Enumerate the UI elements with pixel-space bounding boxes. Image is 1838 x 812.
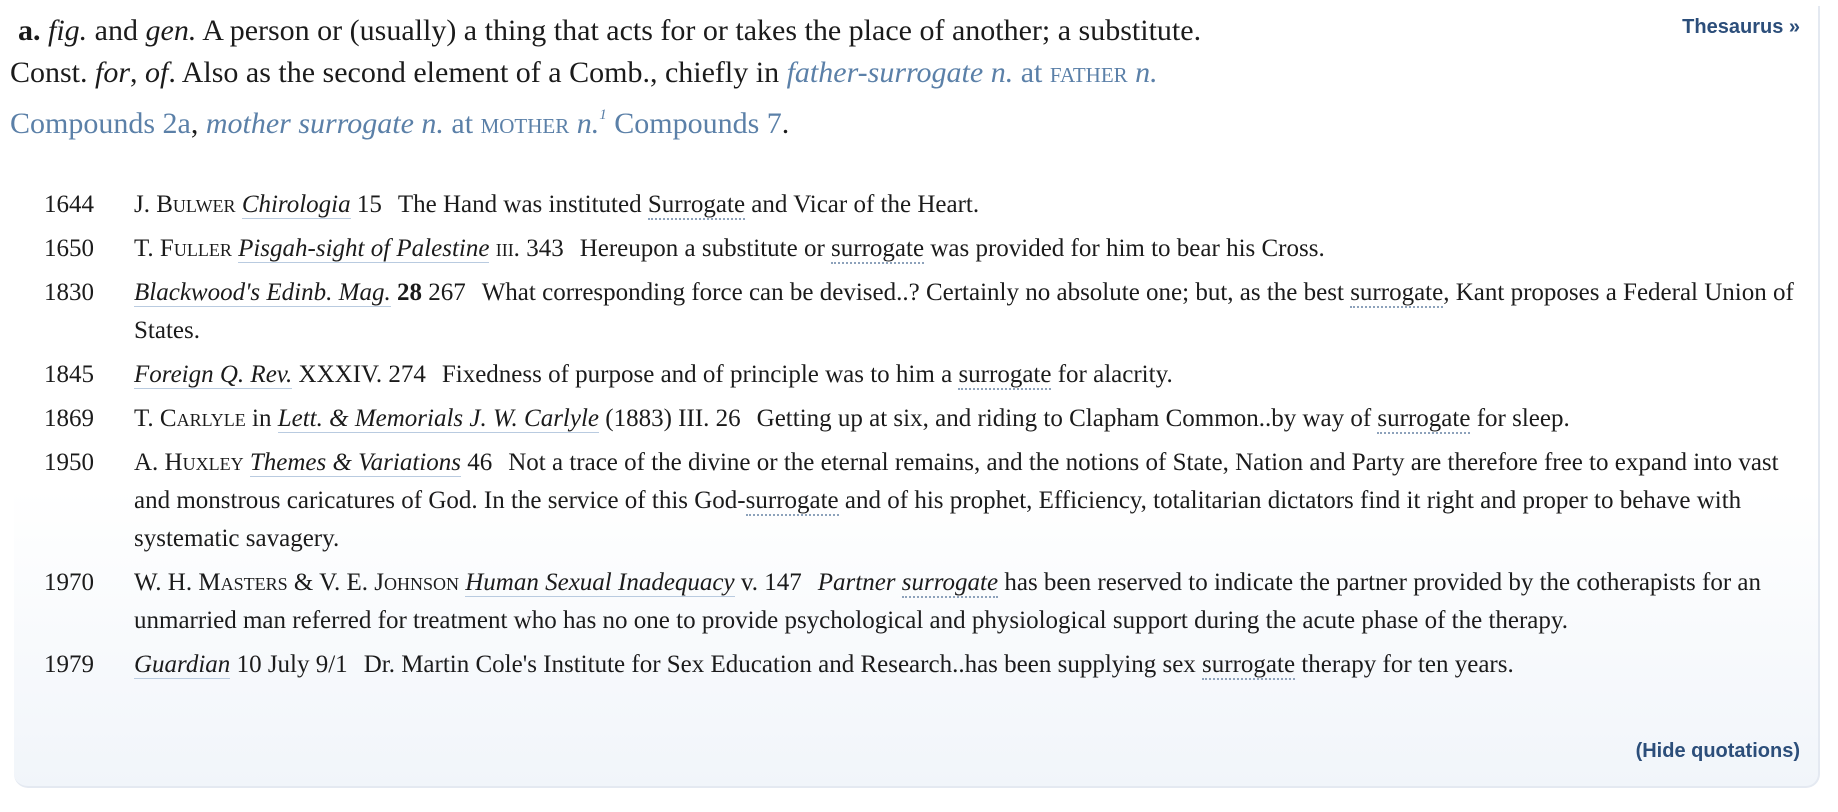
quote-text: was provided for him to bear his Cross. (930, 235, 1325, 262)
source-title[interactable]: Blackwood's Edinb. Mag. (134, 279, 391, 306)
quotation-1970 (0, 564, 1820, 640)
quote-text: Getting up at six, and riding to Clapham Common..by way of (756, 405, 1372, 432)
xref-mother-headword[interactable]: mother (480, 107, 570, 140)
homonym-number: 1 (599, 107, 607, 123)
author: T. Carlyle (134, 405, 246, 432)
quotation-year: 1950 (44, 449, 94, 476)
quotation-body (116, 564, 1794, 640)
quote-text-italic: Partner (817, 569, 896, 596)
quotation-year: 1644 (44, 191, 94, 218)
sense-label: a. (18, 14, 41, 47)
xref-mother-surrogate[interactable]: mother surrogate n. (205, 107, 444, 140)
xref-father-location[interactable]: Compounds 2a (10, 107, 191, 140)
quotation-body (116, 646, 1794, 684)
xref-father-pos[interactable]: n. (1135, 56, 1158, 89)
quotation-year: 1970 (44, 569, 94, 596)
xref-father-surrogate[interactable]: father-surrogate n. (786, 56, 1014, 89)
quotation-body (116, 356, 1794, 394)
source-ref: 15 (356, 191, 382, 218)
keyword: surrogate (958, 361, 1052, 388)
quote-text: and of his prophet, Efficiency, totalitarian dictators find it right and proper to behave with systematic savagery. (134, 487, 1742, 552)
comma: , (130, 56, 138, 89)
author: W. H. Masters (134, 569, 288, 596)
source-title[interactable]: Guardian (134, 651, 231, 678)
and-word: and (94, 14, 138, 47)
source-title[interactable]: Chirologia (241, 191, 351, 218)
quotation-1644 (0, 186, 1820, 224)
sense-definition (10, 10, 1430, 145)
author: J. Bulwer (134, 191, 236, 218)
source-ref: 46 (467, 449, 493, 476)
quote-text: for alacrity. (1057, 361, 1173, 388)
author: T. Fuller (134, 235, 232, 262)
quotation-1830 (0, 274, 1820, 350)
xref-father-headword[interactable]: father (1049, 56, 1128, 89)
xref-mother-location[interactable]: Compounds 7 (614, 107, 782, 140)
quotation-year: 1869 (44, 405, 94, 432)
quote-text: for sleep. (1476, 405, 1570, 432)
definition-line-2 (10, 52, 1430, 94)
quotation-year: 1979 (44, 651, 94, 678)
quote-text: Hereupon a substitute or (579, 235, 825, 262)
quotation-1845 (0, 356, 1820, 394)
xref-at: at (1020, 56, 1043, 89)
quotation-body (116, 230, 1794, 268)
source-ref: (1883) III. 26 (605, 405, 741, 432)
quote-text: Dr. Martin Cole's Institute for Sex Education and Research..has been supplying sex (363, 651, 1196, 678)
separator: , (190, 107, 199, 140)
usage-label-gen: gen. (145, 14, 197, 47)
keyword: surrogate (745, 487, 839, 514)
source-title[interactable]: Foreign Q. Rev. (134, 361, 293, 388)
definition-continuation: . Also as the second element of a Comb., chiefly in (168, 56, 780, 89)
quote-text: has been reserved to indicate the partner provided by the cotherapists for an unmarried man referred for treatment who has no one to provide psychological and physiological support during the acute phase of the therapy. (134, 569, 1762, 634)
quote-text: The Hand was instituted (397, 191, 642, 218)
quotation-list (0, 186, 1820, 690)
author: A. Huxley (134, 449, 244, 476)
keyword: Surrogate (647, 191, 746, 218)
quotation-body (116, 186, 1794, 224)
volume-number: 28 (396, 279, 422, 306)
author-2: V. E. Johnson (319, 569, 459, 596)
quote-text: What corresponding force can be devised..? Certainly no absolute one; but, as the best (481, 279, 1344, 306)
definition-line-1 (10, 10, 1430, 52)
keyword: surrogate (1350, 279, 1444, 306)
source-ref: 267 (428, 279, 466, 306)
quotation-body (116, 400, 1794, 438)
quotation-1869 (0, 400, 1820, 438)
source-title[interactable]: Lett. & Memorials J. W. Carlyle (277, 405, 600, 432)
quotation-year: 1830 (44, 279, 94, 306)
quote-text: therapy for ten years. (1301, 651, 1514, 678)
xref-at: at (451, 107, 474, 140)
quotation-1650 (0, 230, 1820, 268)
hide-quotations-link[interactable]: (Hide quotations) (1635, 740, 1800, 762)
in-word: in (252, 405, 272, 432)
quotation-year: 1845 (44, 361, 94, 388)
source-ref: v. 147 (740, 569, 802, 596)
source-ref: 10 July 9/1 (236, 651, 348, 678)
quotation-body (116, 444, 1794, 558)
quote-text: Not a trace of the divine or the eternal remains, and the notions of State, Nation and Party are therefore free to expand into vast and monstrous caricatures of God. In the service of this God- (134, 449, 1779, 514)
source-ref-part: iii. (495, 235, 520, 262)
keyword: surrogate (1377, 405, 1471, 432)
quotation-1979 (0, 646, 1820, 684)
const-label: Const. (10, 56, 88, 89)
definition-text: A person or (usually) a thing that acts for or takes the place of another; a substitute. (202, 14, 1202, 47)
xref-mother-pos[interactable]: n. (576, 107, 600, 140)
source-title[interactable]: Pisgah-sight of Palestine (238, 235, 490, 262)
const-for: for (95, 56, 131, 89)
source-title[interactable]: Human Sexual Inadequacy (465, 569, 735, 596)
const-of: of (145, 56, 169, 89)
thesaurus-link[interactable]: Thesaurus » (1682, 16, 1800, 38)
definition-line-3 (10, 94, 1430, 145)
keyword: surrogate (1202, 651, 1296, 678)
quotation-body (116, 274, 1794, 350)
quotation-year: 1650 (44, 235, 94, 262)
ampersand: & (293, 569, 314, 596)
quote-text: Fixedness of purpose and of principle was to him a (441, 361, 953, 388)
quote-text: and Vicar of the Heart. (751, 191, 980, 218)
keyword: surrogate (901, 569, 999, 596)
end-period: . (781, 107, 790, 140)
source-ref: 343 (526, 235, 564, 262)
source-title[interactable]: Themes & Variations (249, 449, 461, 476)
quotation-1950 (0, 444, 1820, 558)
usage-label-fig: fig. (48, 14, 88, 47)
keyword: surrogate (831, 235, 925, 262)
source-ref: XXXIV. 274 (298, 361, 426, 388)
quote-text: , Kant proposes a Federal Union of States. (134, 279, 1794, 344)
